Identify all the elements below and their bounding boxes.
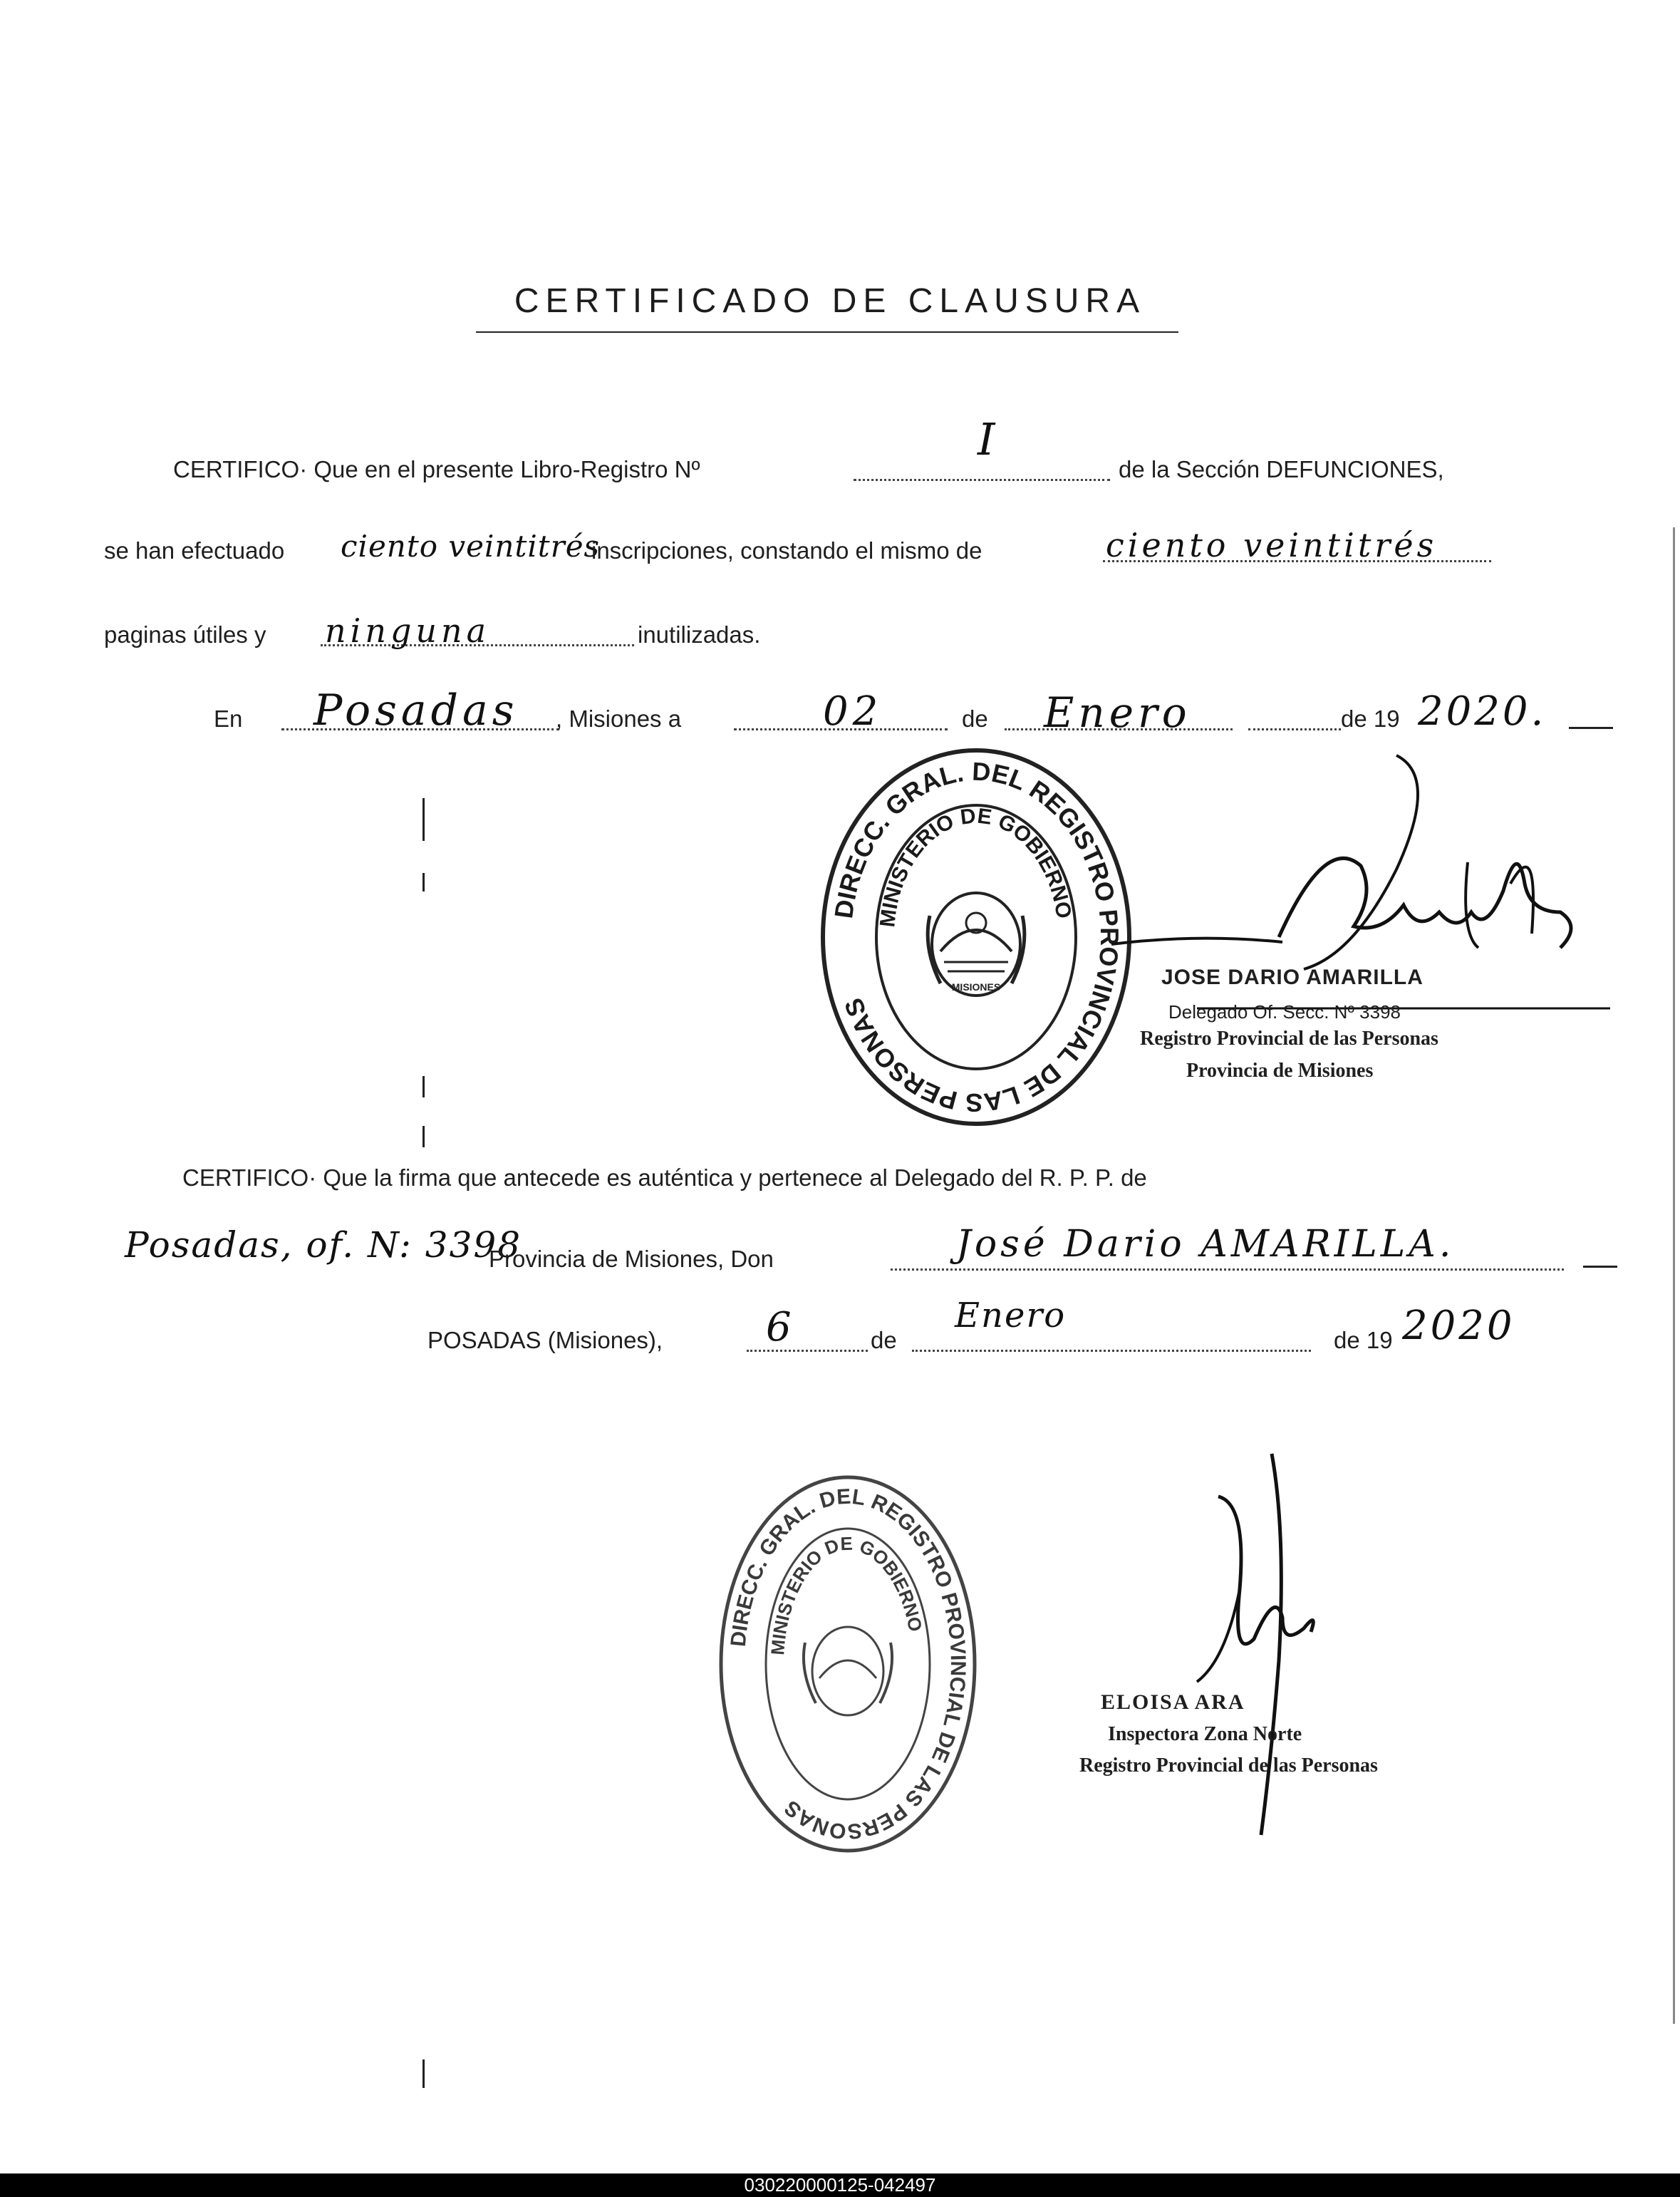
paginas-handwritten: ciento veintitrés — [1106, 526, 1438, 564]
signatory1-org: Registro Provincial de las Personas — [1140, 1028, 1438, 1050]
signature-2 — [1140, 1447, 1368, 1846]
seal2-outer-text: DIRECC. GRAL. DEL REGISTRO PROVINCIAL DE LAS PERSONAS — [726, 1484, 970, 1844]
title-underline — [476, 331, 1178, 333]
para1-line4-de: de — [962, 705, 988, 732]
signatory1-name: JOSE DARIO AMARILLA — [1161, 966, 1424, 989]
para1-line1-suffix: de la Sección DEFUNCIONES, — [1119, 456, 1444, 482]
day2-handwritten: 6 — [766, 1304, 796, 1350]
office-handwritten: Posadas, of. N: 3398 — [125, 1224, 522, 1266]
para2-line3-prefix: POSADAS (Misiones), — [427, 1327, 663, 1353]
scan-mark — [422, 798, 425, 841]
scan-mark — [422, 2059, 425, 2088]
seal-outer-text: DIRECC. GRAL. DEL REGISTRO PROVINCIAL DE LAS PERSONAS — [829, 756, 1125, 1118]
seal2-inner-text: MINISTERIO DE GOBIERNO — [767, 1532, 927, 1656]
signatory2-role: Inspectora Zona Norte — [1108, 1723, 1302, 1745]
para2-line2-middle: Provincia de Misiones, Don — [489, 1246, 774, 1272]
official-seal-2 — [712, 1468, 983, 1860]
signatory1-role: Delegado Of. Secc. Nº 3398 — [1168, 1001, 1401, 1023]
para1-line4-de19: de 19 — [1341, 705, 1400, 732]
year-handwritten: 2020. — [1418, 688, 1547, 735]
year2-handwritten: 2020 — [1402, 1303, 1515, 1349]
libro-number-handwritten: I — [978, 413, 1000, 465]
footer-code: 030220000125-042497 — [0, 2173, 1680, 2197]
provincial-emblem-icon — [804, 1627, 892, 1715]
dash-mark — [1583, 1266, 1617, 1268]
inutilizadas-handwritten: ninguna — [325, 611, 491, 650]
emblem-label: MISIONES — [951, 981, 1001, 993]
month2-handwritten: Enero — [955, 1296, 1067, 1335]
para1-line2-middle: inscripciones, constando el mismo de — [591, 537, 982, 564]
inscripciones-handwritten: ciento veintitrés — [341, 529, 601, 564]
seal2-inner-ring — [766, 1529, 930, 1799]
signatory2-name: ELOISA ARA — [1101, 1690, 1245, 1714]
para1-line2-prefix: se han efectuado — [104, 537, 285, 564]
para1-line1-prefix: CERTIFICO· Que en el presente Libro-Registro Nº — [173, 456, 700, 482]
city-handwritten: Posadas — [313, 686, 519, 735]
para1-line3-suffix: inutilizadas. — [638, 621, 761, 648]
para2-line3-de19: de 19 — [1334, 1327, 1393, 1353]
signatory2-org: Registro Provincial de las Personas — [1079, 1754, 1378, 1777]
scan-mark — [422, 1076, 425, 1097]
para1-line4-misiones: , Misiones a — [556, 705, 682, 732]
para2-line1: CERTIFICO· Que la firma que antecede es auténtica y pertenece al Delegado del R. P. P. de — [182, 1164, 1147, 1191]
para1-line4-en: En — [214, 705, 243, 732]
don-handwritten: José Dario AMARILLA. — [956, 1223, 1455, 1266]
signatory1-province: Provincia de Misiones — [1186, 1060, 1374, 1082]
para2-line3-de: de — [871, 1327, 897, 1353]
page-title: CERTIFICADO DE CLAUSURA — [514, 282, 1146, 320]
month-handwritten: Enero — [1044, 688, 1191, 737]
dotted-fill — [854, 479, 1110, 481]
scan-mark — [422, 1126, 425, 1147]
provincial-emblem-icon — [928, 893, 1025, 996]
dotted-fill — [747, 1350, 868, 1352]
scan-edge-line — [1673, 527, 1675, 2024]
dotted-fill — [912, 1350, 1311, 1352]
seal-inner-text: MINISTERIO DE GOBIERNO — [876, 804, 1076, 929]
day-handwritten: 02 — [823, 688, 883, 735]
scan-mark — [422, 873, 425, 891]
dotted-fill — [891, 1268, 1564, 1271]
para1-line3-prefix: paginas útiles y — [104, 621, 266, 648]
